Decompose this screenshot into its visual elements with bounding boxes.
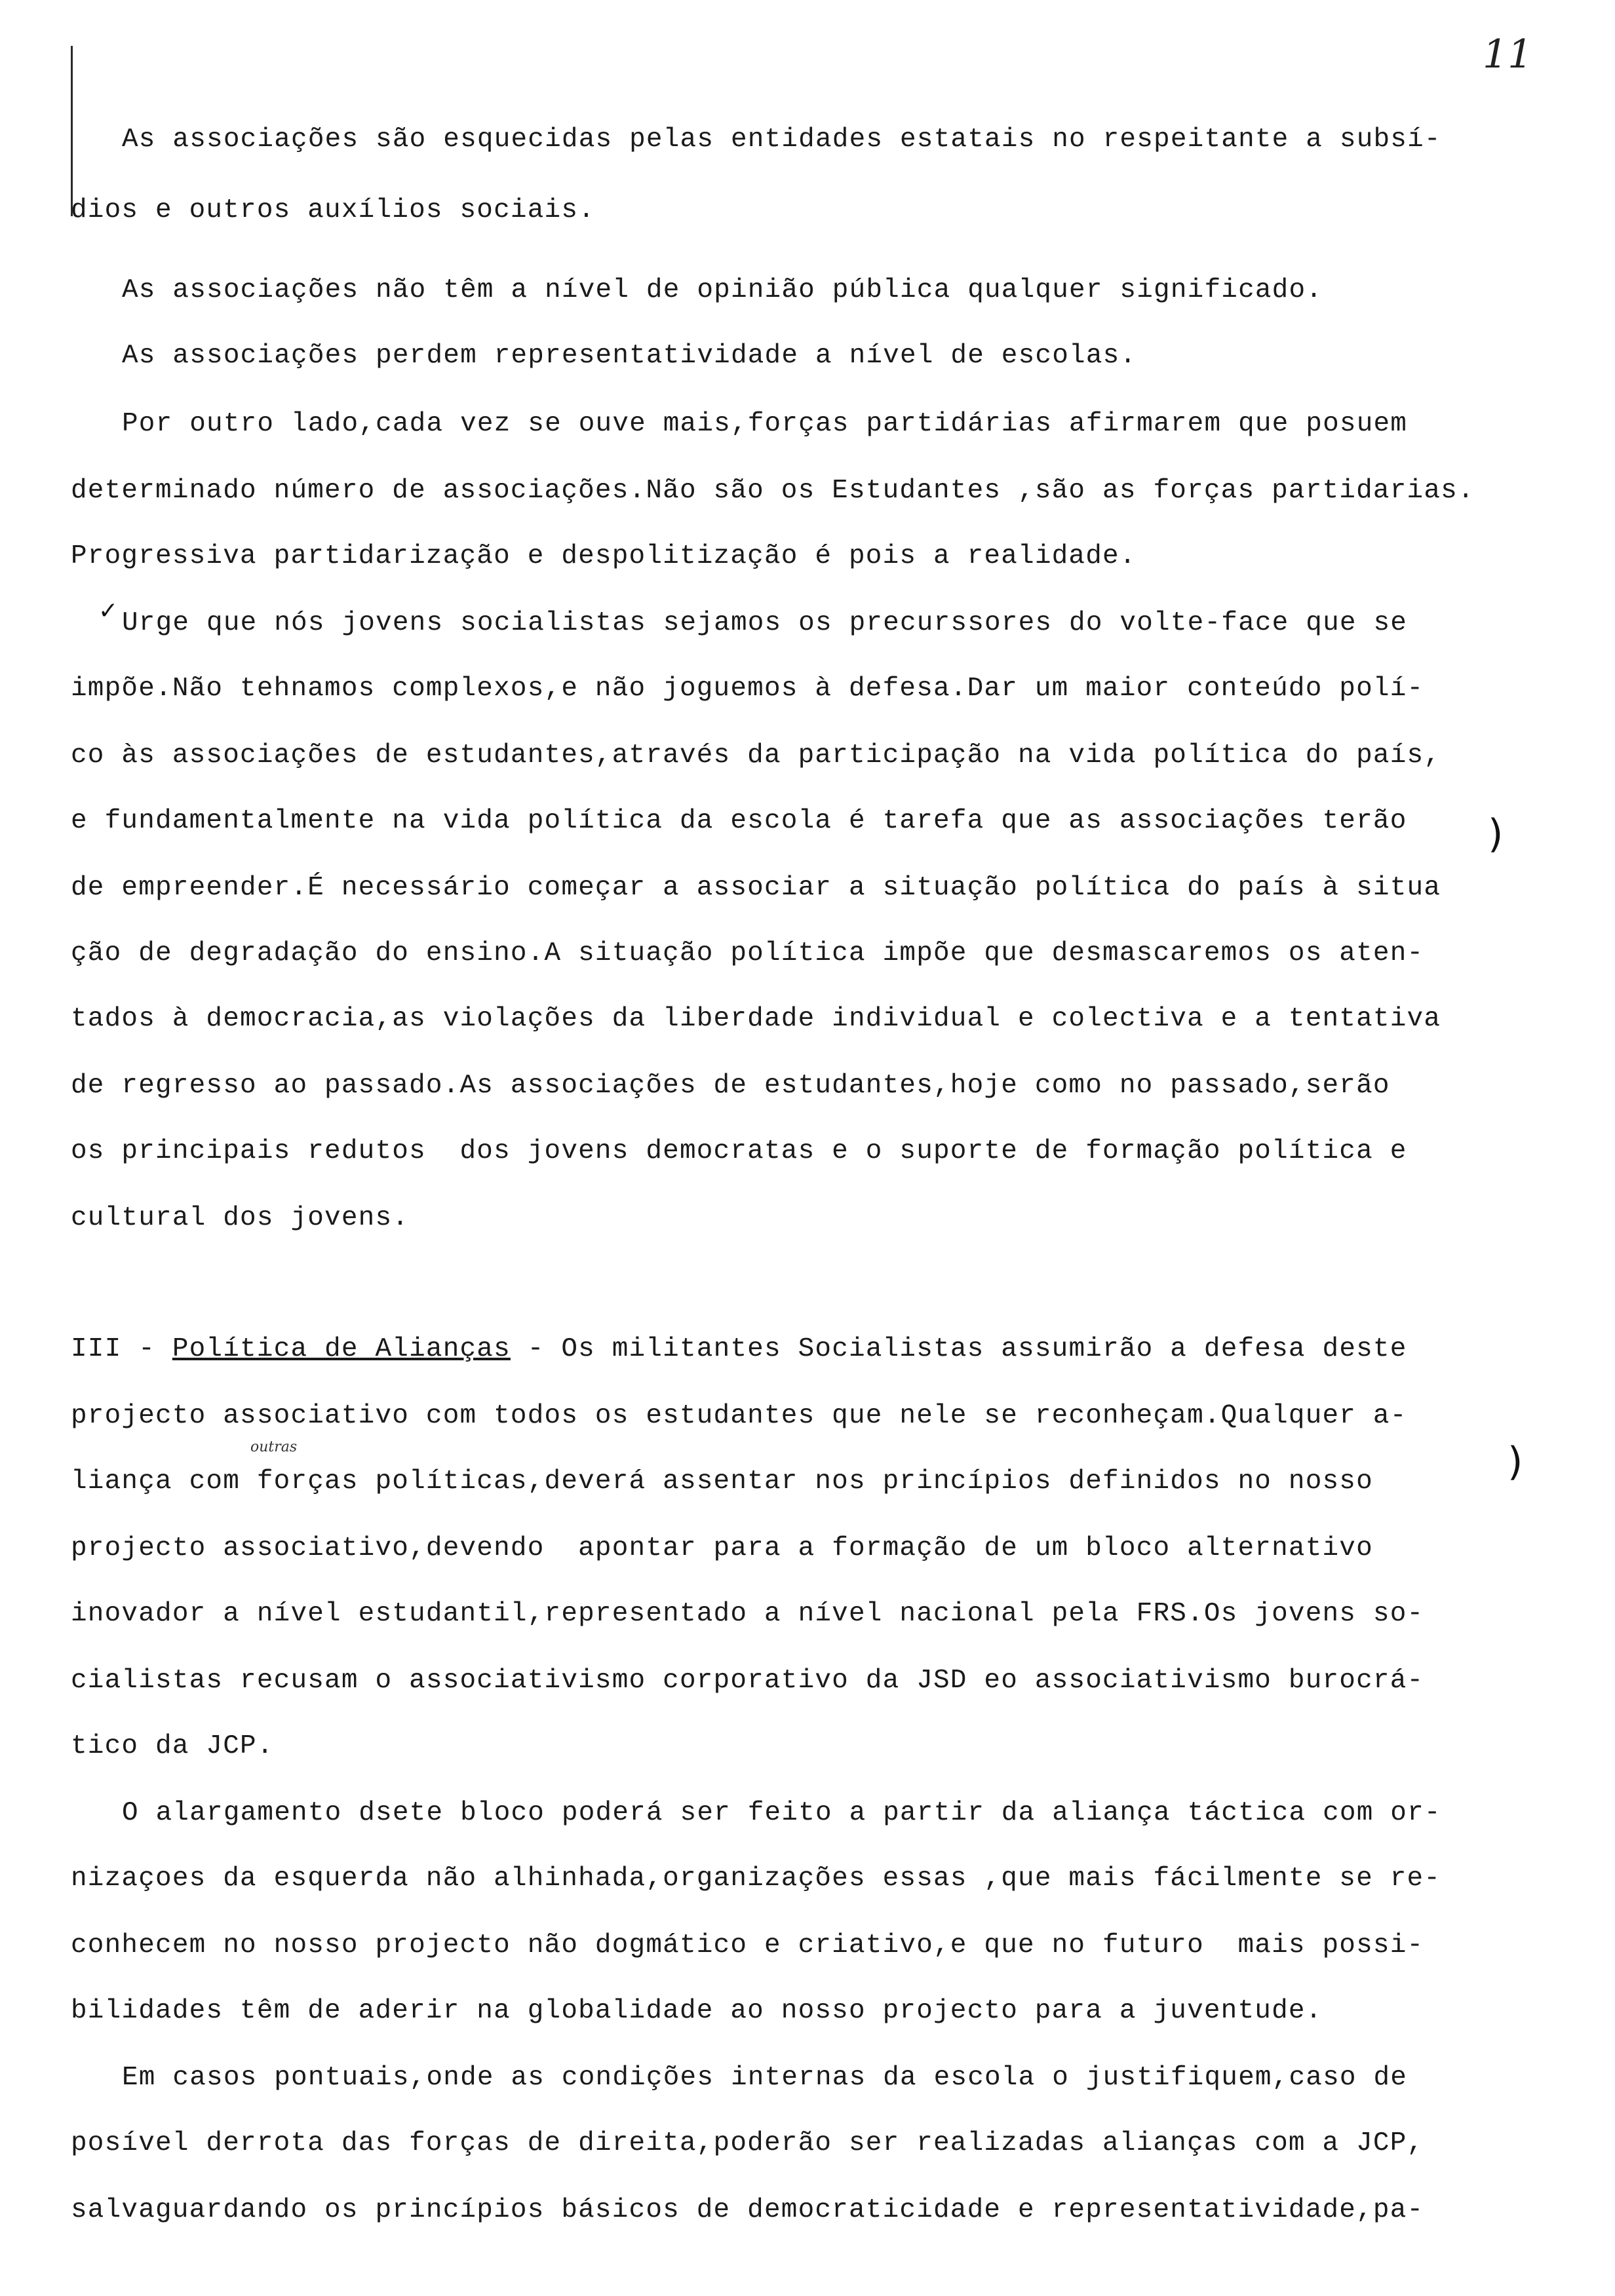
text-line: posível derrota das forças de direita,poderão ser realizadas alianças com a JCP, [71, 2128, 1424, 2158]
text-line: co às associações de estudantes,através da participação na vida política do país, [71, 740, 1441, 771]
text-line: As associações não têm a nível de opinião pública qualquer significado. [122, 275, 1323, 305]
text-line: As associações são esquecidas pelas entidades estatais no respeitante a subsí- [122, 124, 1441, 155]
text-line: Em casos pontuais,onde as condições internas da escola o justifiquem,caso de [122, 2063, 1408, 2093]
text-line: inovador a nível estudantil,representado a nível nacional pela FRS.Os jovens so- [71, 1599, 1424, 1629]
section-number: III - [71, 1334, 172, 1364]
text-line: dios e outros auxílios sociais. [71, 195, 595, 225]
text-line: projecto associativo,devendo apontar para a formação de um bloco alternativo [71, 1533, 1373, 1563]
handwritten-tick-mark: ✓ [98, 598, 119, 624]
text-line: As associações perdem representatividade a nível de escolas. [122, 341, 1137, 371]
text-line: bilidades têm de aderir na globalidade ao nosso projecto para a juventude. [71, 1996, 1323, 2026]
text-line: ção de degradação do ensino.A situação política impõe que desmascaremos os aten- [71, 938, 1424, 968]
text-line: determinado número de associações.Não são os Estudantes ,são as forças partidarias. [71, 476, 1475, 506]
section-title: Política de Alianças [172, 1334, 511, 1364]
text-line: projecto associativo com todos os estudantes que nele se reconheçam.Qualquer a- [71, 1401, 1407, 1431]
text-line: Por outro lado,cada vez se ouve mais,forças partidárias afirmarem que posuem [122, 409, 1408, 439]
text-line: - Os militantes Socialistas assumirão a defesa deste [527, 1334, 1407, 1364]
text-line: tico da JCP. [71, 1731, 274, 1761]
text-line: os principais redutos dos jovens democratas e o suporte de formação política e [71, 1136, 1407, 1166]
section-heading-line [71, 1333, 1407, 1366]
text-line: Urge que nós jovens socialistas sejamos os precurssores do volte-face que se [122, 608, 1408, 638]
text-line: conhecem no nosso projecto não dogmático e criativo,e que no futuro mais possi- [71, 1930, 1424, 1961]
text-line: O alargamento dsete bloco poderá ser feito a partir da aliança táctica com or- [122, 1798, 1441, 1828]
text-line: liança com forças políticas,deverá assentar nos princípios definidos no nosso [71, 1466, 1373, 1497]
text-line: de empreender.É necessário começar a associar a situação política do país à situa [71, 873, 1441, 903]
handwritten-margin-mark: ) [1508, 1439, 1523, 1485]
text-line: cialistas recusam o associativismo corporativo da JSD eo associativismo burocrá- [71, 1666, 1424, 1696]
text-line: impõe.Não tehnamos complexos,e não joguemos à defesa.Dar um maior conteúdo polí- [71, 674, 1424, 704]
text-line: nizaçoes da esquerda não alhinhada,organizações essas ,que mais fácilmente se re- [71, 1864, 1441, 1894]
text-line: de regresso ao passado.As associações de estudantes,hoje como no passado,serão [71, 1071, 1390, 1101]
text-line: tados à democracia,as violações da liberdade individual e colectiva e a tentativa [71, 1004, 1441, 1034]
text-line: e fundamentalmente na vida política da escola é tarefa que as associações terão [71, 806, 1407, 836]
handwritten-annotation: outras [250, 1439, 298, 1455]
text-line: cultural dos jovens. [71, 1203, 410, 1233]
margin-line [71, 46, 73, 216]
handwritten-margin-mark: ) [1488, 811, 1504, 857]
page-number: 11 [1483, 31, 1533, 77]
text-line: Progressiva partidarização e despolitização é pois a realidade. [71, 541, 1137, 571]
text-line: salvaguardando os princípios básicos de democraticidade e representatividade,pa- [71, 2195, 1424, 2225]
